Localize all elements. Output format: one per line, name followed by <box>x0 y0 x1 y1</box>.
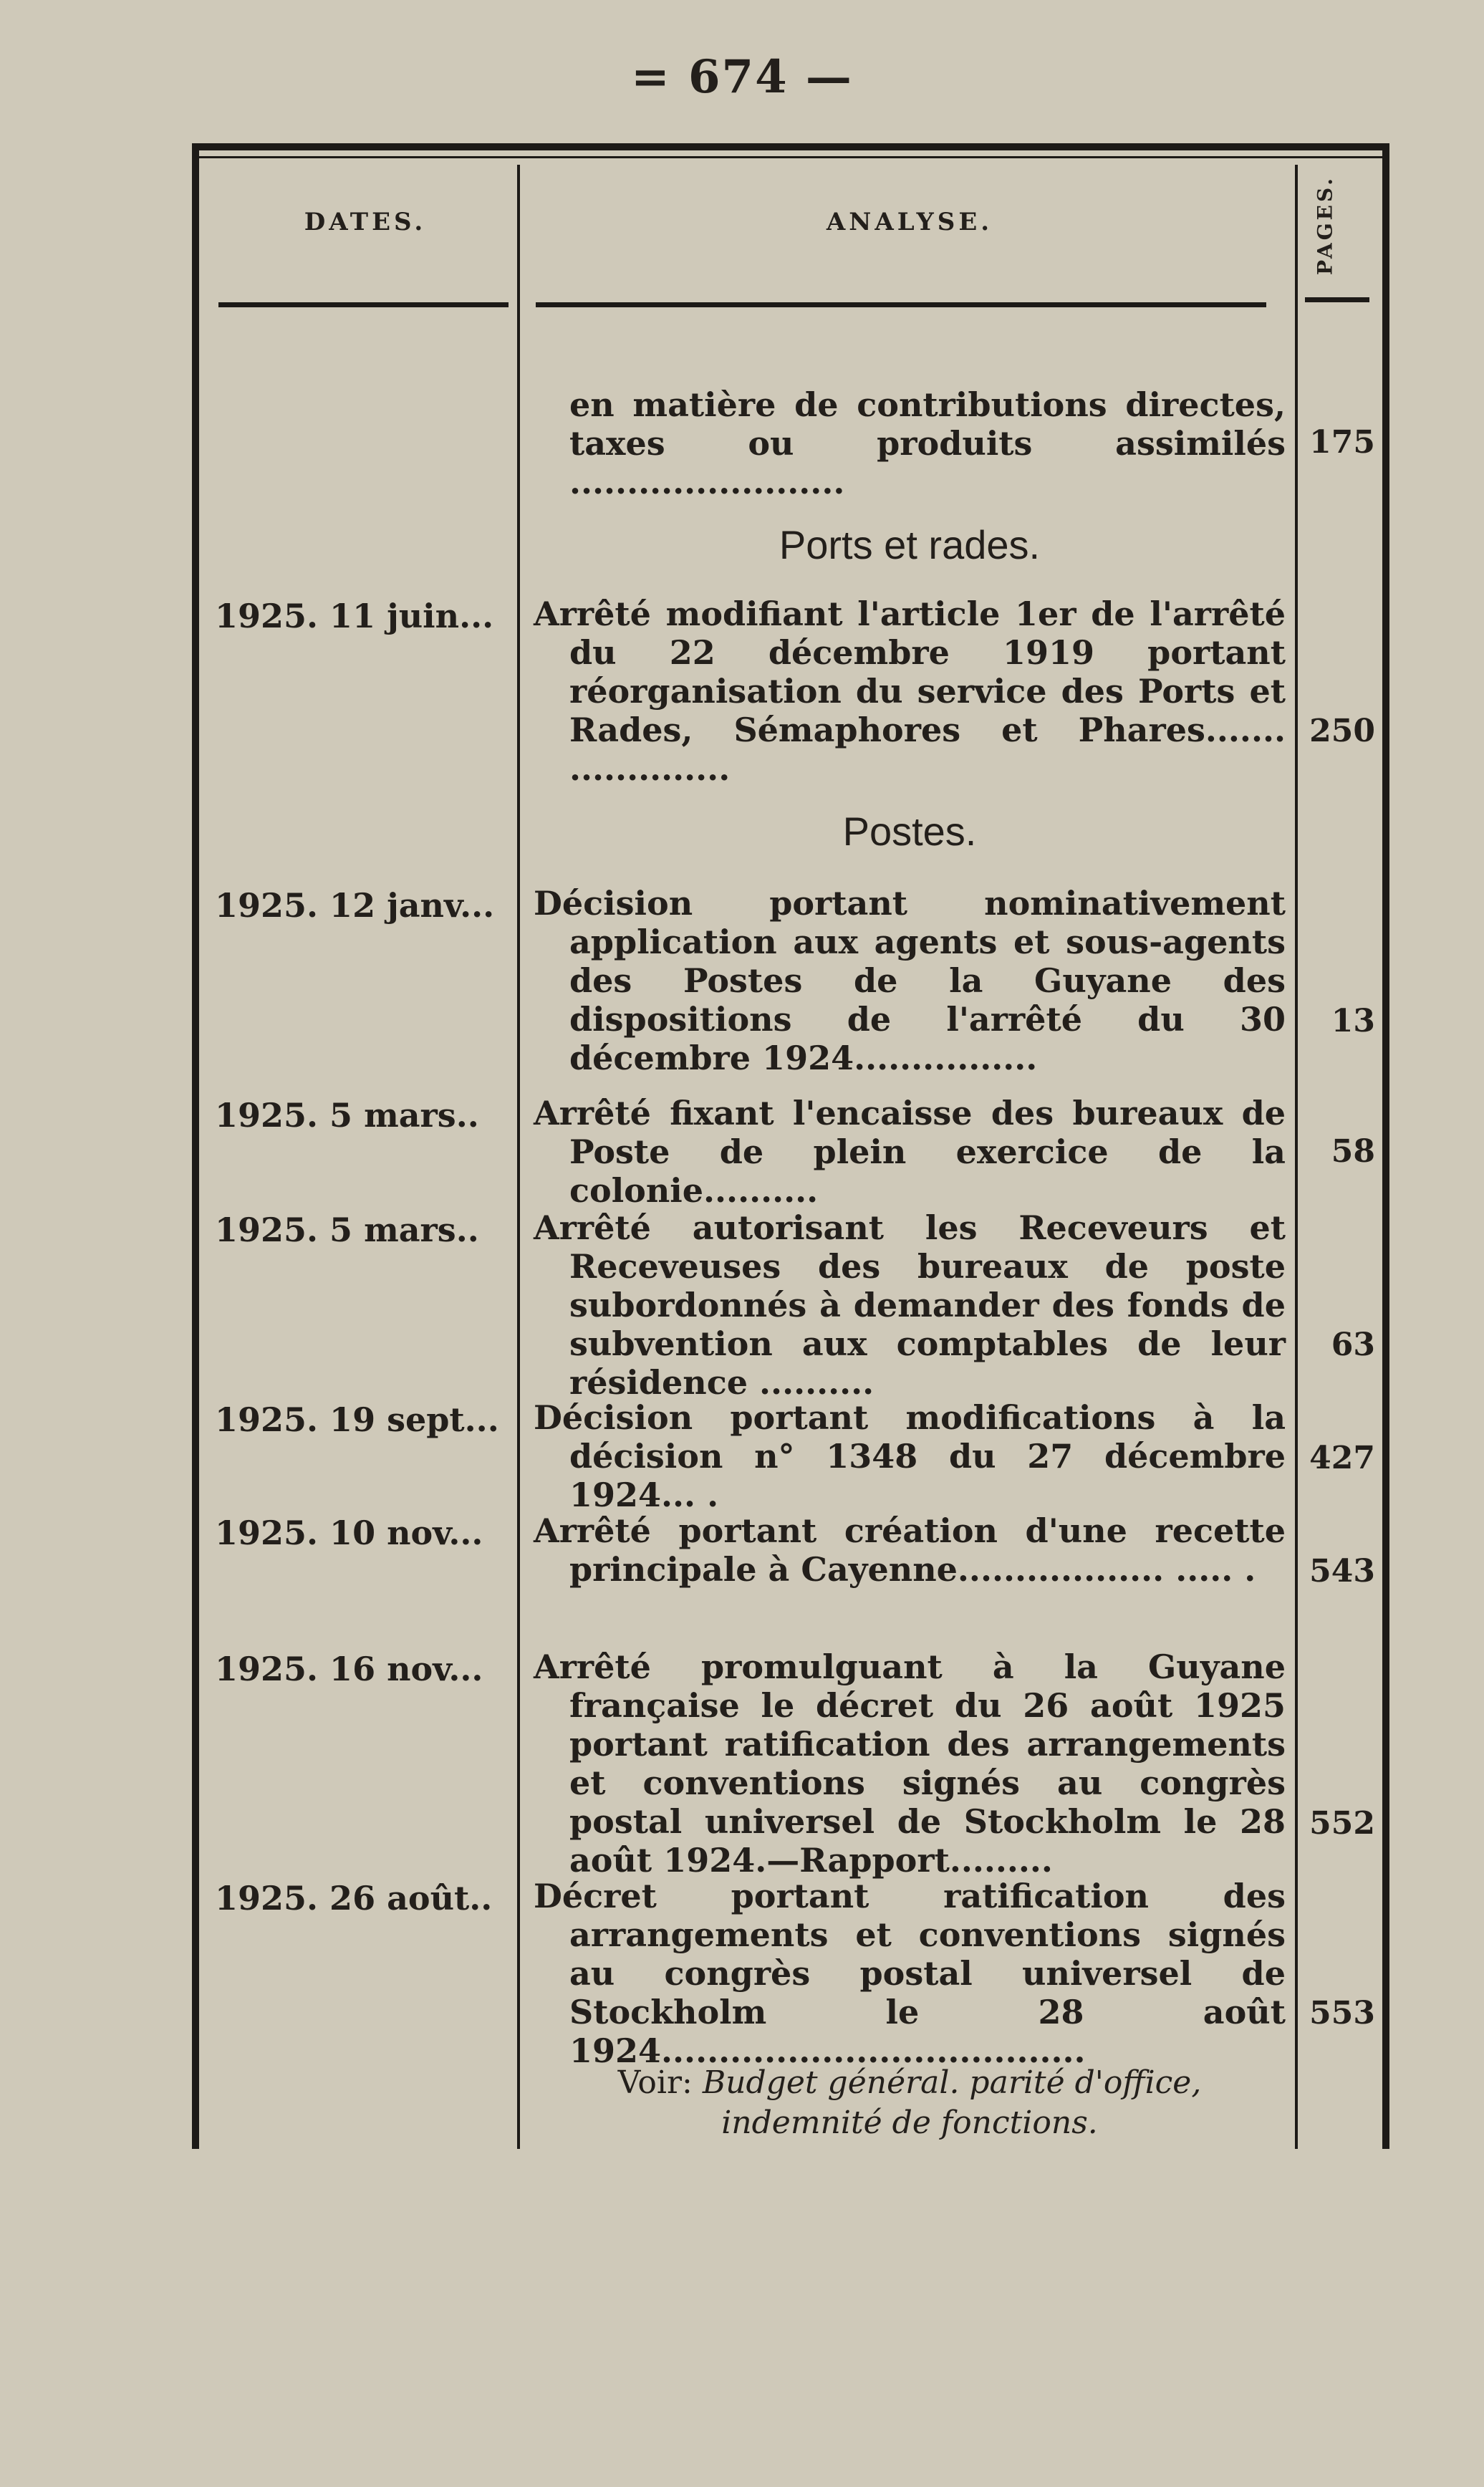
entry-page: 58 <box>1331 1133 1375 1170</box>
entry-text: Décision portant nominativement application aux agents et sous-agents des Postes de la Guyane des dispositions de l'arrêté du 30 décembre 1924................ <box>534 884 1286 1077</box>
analyse-header: ANALYSE. <box>826 208 993 236</box>
entry-text: Arrêté autorisant les Receveurs et Receveuses des bureaux de poste subordonnés à demander des fonds de subvention aux comptables de leur résidence .......... <box>534 1208 1286 1402</box>
entry-text: Décret portant ratification des arrangements et conventions signés au congrès postal universel de Stockholm le 28 août 1924..................................... <box>534 1877 1286 2070</box>
entry-page: 552 <box>1309 1805 1375 1842</box>
continuation-text: en matière de contributions directes, taxes ou produits assimilés ........................ <box>569 385 1286 501</box>
entry-date: 1925. 16 nov... <box>215 1650 483 1688</box>
page-number: = 674 — <box>631 50 853 104</box>
dates-column-divider <box>517 165 520 2149</box>
entry-date: 1925. 11 juin... <box>215 597 494 635</box>
entry-text: Arrêté promulguant à la Guyane française le décret du 26 août 1925 portant ratification des arrangements et conventions signés au congrès postal universel de Stockholm le 28 août 1924.—Rapport......... <box>534 1647 1286 1880</box>
header-rule-pages <box>1305 297 1369 302</box>
entry-date: 1925. 5 mars.. <box>215 1211 479 1249</box>
entry-date: 1925. 26 août.. <box>215 1879 493 1918</box>
entry-date: 1925. 12 janv... <box>215 886 495 925</box>
see-also-note <box>534 2063 1286 2143</box>
section-title-ports: Ports et rades. <box>779 522 1041 567</box>
header-rule-analyse <box>536 302 1266 307</box>
entry-text: Décision portant modifications à la décision n° 1348 du 27 décembre 1924... . <box>534 1398 1286 1514</box>
entry-page: 553 <box>1309 1995 1375 2031</box>
continuation-page: 175 <box>1309 424 1375 461</box>
table-left-border <box>192 147 199 2149</box>
dates-header: DATES. <box>304 208 427 236</box>
entry-page: 63 <box>1331 1327 1375 1363</box>
entry-page: 427 <box>1309 1440 1375 1476</box>
table-top-border <box>192 143 1389 150</box>
entry-date: 1925. 19 sept... <box>215 1400 499 1439</box>
section-title-postes: Postes. <box>842 809 977 854</box>
table-right-border <box>1382 147 1389 2149</box>
pages-header: PAGES. <box>1313 175 1337 276</box>
see-also-text: Budget général. parité d'office, indemnité de fonctions. <box>702 2064 1202 2141</box>
entry-page: 13 <box>1331 1003 1375 1039</box>
entry-text: Arrêté portant création d'une recette principale à Cayenne.................. ..... . <box>534 1511 1286 1589</box>
see-also-label: Voir: <box>617 2064 693 2101</box>
entry-page: 250 <box>1309 713 1375 749</box>
entry-text: Arrêté fixant l'encaisse des bureaux de Poste de plein exercice de la colonie.......... <box>534 1094 1286 1210</box>
entry-text: Arrêté modifiant l'article 1er de l'arrêté du 22 décembre 1919 portant réorganisation du service des Ports et Rades, Sémaphores et Phares....... .............. <box>534 595 1286 788</box>
table-top-border-thin <box>192 156 1389 158</box>
entry-page: 543 <box>1309 1553 1375 1589</box>
entry-date: 1925. 5 mars.. <box>215 1096 479 1135</box>
header-rule-dates <box>218 302 509 307</box>
entry-date: 1925. 10 nov... <box>215 1514 483 1552</box>
